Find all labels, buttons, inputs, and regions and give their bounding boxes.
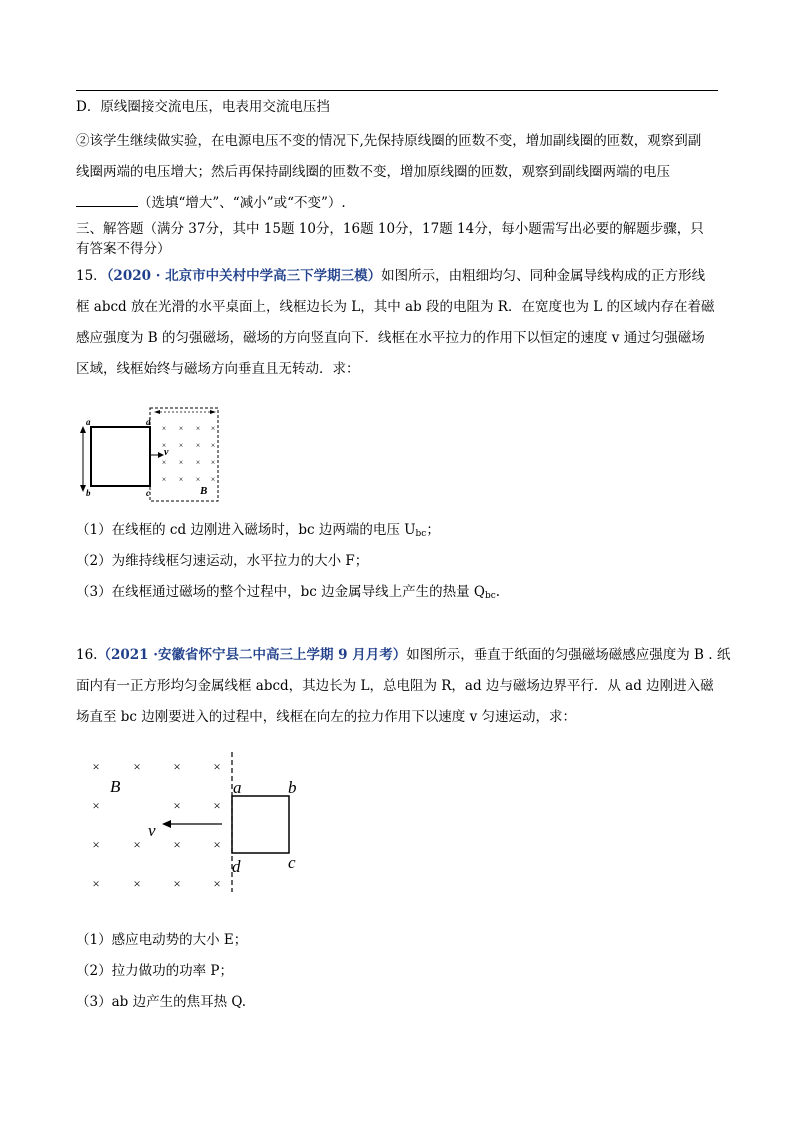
svg-text:×: ×: [210, 458, 216, 467]
q16-fig-label-b: b: [288, 778, 297, 797]
q16-cross: ×: [92, 798, 100, 813]
svg-text:×: ×: [210, 475, 216, 484]
q16-cross: ×: [133, 759, 141, 774]
q16-cross: ×: [92, 759, 100, 774]
q15-part3-text: （3）在线框通过磁场的整个过程中，bc 边金属导线上产生的热量 Q: [76, 584, 485, 600]
q-part2-line3: [76, 193, 346, 213]
q16-fig-label-v: v: [148, 821, 156, 840]
q15-part3: [76, 582, 500, 606]
q15-fig-label-d: d: [146, 417, 151, 427]
q15-source: （2020 · 北京市中关村中学高三下学期三模）: [106, 268, 382, 284]
section3-heading-1: 三、解答题（满分 37分，其中 15题 10分，16题 10分，17题 14分，每小题需写出必要的解题步骤，只: [76, 221, 704, 237]
svg-text:×: ×: [161, 424, 167, 433]
q15-fig-label-c: c: [146, 488, 150, 498]
q16-fig-label-a: a: [233, 778, 242, 797]
q15-fig-label-a: a: [86, 417, 91, 427]
option-d: D．原线圈接交流电压，电表用交流电压挡: [76, 99, 330, 115]
q15-fig-label-v: v: [164, 447, 169, 458]
q16-line3: 场直至 bc 边刚要进入的过程中，线框在向左的拉力作用下以速度 v 匀速运动，求：: [76, 709, 576, 725]
q16-cross: ×: [133, 876, 141, 891]
section3-heading-2: 有答案不得分）: [76, 241, 171, 257]
q15-line4: 区域，线框始终与磁场方向垂直且无转动．求：: [76, 361, 360, 377]
q15-number: 15．: [76, 268, 107, 284]
q-part2-line1: ②该学生继续做实验，在电源电压不变的情况下,先保持原线圈的匝数不变，增加副线圈的匝数，观察到副: [76, 133, 702, 149]
svg-text:×: ×: [195, 424, 201, 433]
svg-text:×: ×: [178, 458, 184, 467]
q16-part1: （1）感应电动势的大小 E；: [76, 932, 248, 948]
q16-cross: ×: [92, 837, 100, 852]
q16-line2: 面内有一正方形均匀金属线框 abcd，其边长为 L，总电阻为 R，ad 边与磁场边界平行．从 ad 边刚进入磁: [76, 678, 714, 694]
q16-fig-label-B: B: [110, 777, 121, 796]
q-part2-line2: 线圈两端的电压增大；然后再保持副线圈的匝数不变，增加原线圈的匝数，观察到副线圈两端的电压: [76, 164, 670, 180]
q16-fig-label-c: c: [288, 853, 296, 872]
q16-cross: ×: [173, 798, 181, 813]
q15-fig-label-b: b: [86, 488, 91, 498]
q15-part3-end: .: [495, 584, 501, 600]
q16-part3: （3）ab 边产生的焦耳热 Q.: [76, 994, 247, 1010]
svg-text:×: ×: [195, 475, 201, 484]
q15-part3-subscript: bc: [484, 591, 496, 601]
svg-text:×: ×: [195, 458, 201, 467]
svg-text:×: ×: [210, 424, 216, 433]
svg-text:×: ×: [195, 441, 201, 450]
q15-fig-label-B: B: [200, 485, 208, 497]
q16-cross: ×: [213, 759, 221, 774]
q15-line1: [76, 266, 705, 286]
svg-text:×: ×: [161, 475, 167, 484]
q16-cross: ×: [92, 876, 100, 891]
svg-text:×: ×: [210, 441, 216, 450]
svg-text:×: ×: [178, 441, 184, 450]
q15-part1: [76, 520, 440, 544]
q16-source: （2021 ·安徽省怀宁县二中高三上学期 9 月月考）: [97, 647, 407, 663]
q16-cross: ×: [173, 876, 181, 891]
q15-part2: （2）为维持线框匀速运动，水平拉力的大小 F；: [76, 553, 369, 569]
q16-cross: ×: [213, 876, 221, 891]
q16-fig-label-d: d: [232, 857, 241, 876]
top-rule: [76, 90, 718, 91]
q15-line2: 框 abcd 放在光滑的水平桌面上，线框边长为 L，其中 ab 段的电阻为 R．在宽度也为 L 的区域内存在着磁: [76, 299, 715, 315]
svg-text:×: ×: [161, 441, 167, 450]
q16-line1: [76, 645, 730, 665]
q15-text: 如图所示，由粗细均匀、同种金属导线构成的正方形线: [381, 268, 706, 284]
svg-text:×: ×: [178, 475, 184, 484]
q15-line3: 感应强度为 B 的匀强磁场，磁场的方向竖直向下．线框在水平拉力的作用下以恒定的速度 v 通过匀强磁场: [76, 330, 705, 346]
blank-hint: （选填“增大”、“减小”或“不变”）.: [138, 195, 346, 211]
q16-part2: （2）拉力做功的功率 P；: [76, 963, 233, 979]
svg-text:×: ×: [161, 458, 167, 467]
q15-part1-subscript: bc: [415, 529, 427, 539]
q16-cross: ×: [213, 798, 221, 813]
svg-text:×: ×: [178, 424, 184, 433]
q16-cross: ×: [133, 837, 141, 852]
q16-number: 16.: [76, 647, 98, 663]
q16-cross: ×: [173, 837, 181, 852]
q15-part1-end: ；: [426, 522, 440, 538]
q15-part1-text: （1）在线框的 cd 边刚进入磁场时，bc 边两端的电压 U: [76, 522, 416, 538]
q16-figure: [80, 750, 310, 895]
q16-cross: ×: [173, 759, 181, 774]
q16-text: 如图所示，垂直于纸面的匀强磁场磁感应强度为 B . 纸: [406, 647, 731, 663]
answer-blank: [76, 194, 138, 207]
q15-figure: [76, 400, 226, 505]
q16-cross: ×: [213, 837, 221, 852]
